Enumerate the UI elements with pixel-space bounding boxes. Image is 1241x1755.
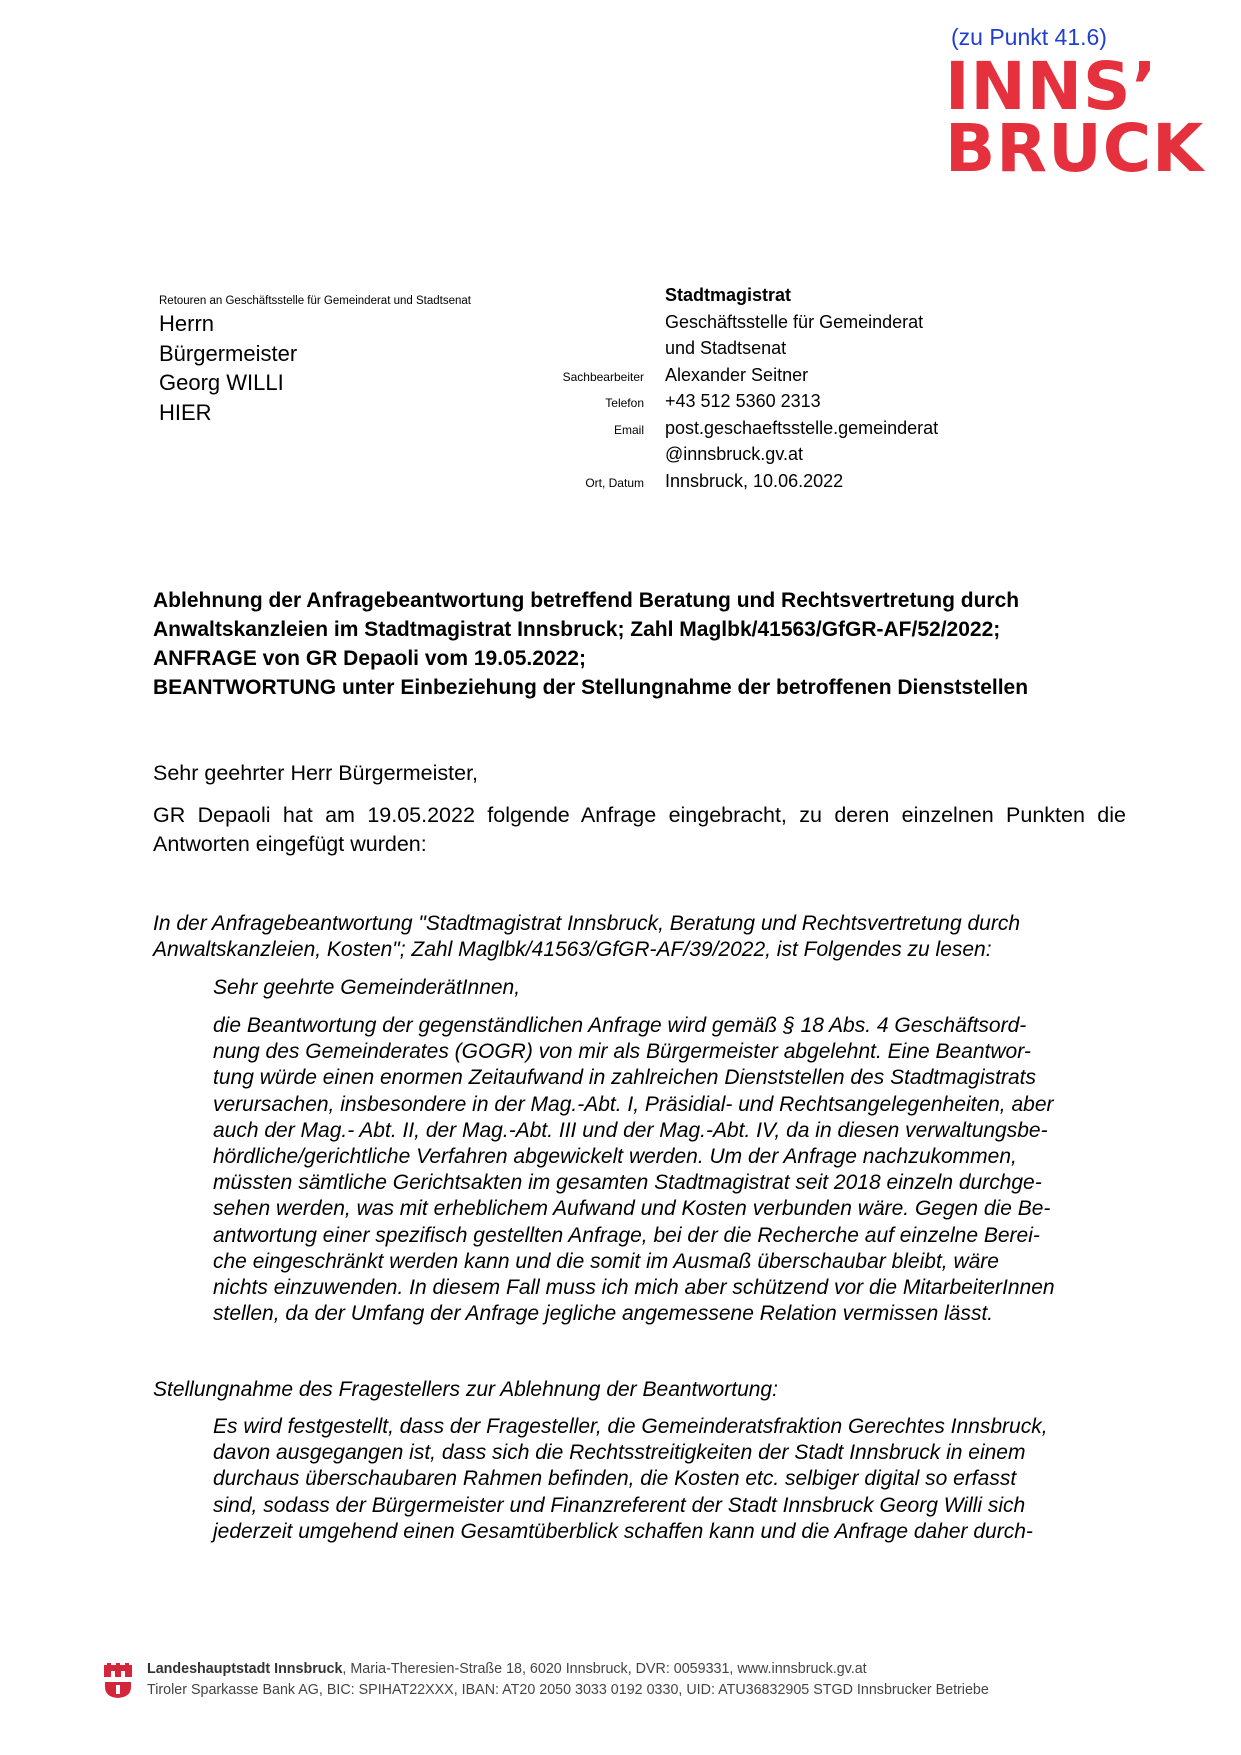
quote-line: verursachen, insbesondere in der Mag.-Abt. I, Präsidial- und Rechtsangelegenheiten, aber: [213, 1092, 1054, 1116]
quote-line: müssten sämtliche Gerichtsakten im gesamten Stadtmagistrat seit 2018 einzeln durchge-: [213, 1171, 1042, 1195]
footer-organisation: Landeshauptstadt Innsbruck: [147, 1661, 343, 1677]
recipient-line: Bürgermeister: [159, 340, 298, 366]
email-value-2[interactable]: @innsbruck.gv.at: [665, 444, 803, 464]
question-intro: [153, 911, 1133, 963]
phone-value: +43 512 5360 2313: [665, 391, 821, 411]
email-label: Email: [613, 422, 644, 437]
footer-line-1: [147, 1661, 867, 1677]
intro-paragraph: GR Depaoli hat am 19.05.2022 folgende Anfrage eingebracht, zu deren einzelnen Punkten die Antworten eingefügt wurden:: [153, 803, 1126, 856]
quoted-answer: [213, 1013, 1133, 1327]
subject-line: ANFRAGE von GR Depaoli vom 19.05.2022;: [153, 647, 586, 670]
statement-line: durchaus überschaubaren Rahmen befinden, die Kosten etc. selbiger digital so erfasst: [213, 1467, 1017, 1491]
quote-line: antwortung einer spezifisch gestellten Anfrage, bei der die Recherche auf einzelne Berei-: [213, 1223, 1040, 1247]
quote-line: die Beantwortung der gegenständlichen Anfrage wird gemäß § 18 Abs. 4 Geschäftsord-: [213, 1014, 1027, 1037]
subject-line: BEANTWORTUNG unter Einbeziehung der Stellungnahme der betroffenen Dienststellen: [153, 676, 1029, 699]
statement-text: [213, 1414, 1133, 1545]
sender-department-1: Geschäftsstelle für Gemeinderat: [665, 311, 924, 332]
quote-line: che eingeschränkt werden kann und die somit im Ausmaß überschaubar bleibt, wäre: [213, 1249, 999, 1273]
quote-line: nung des Gemeinderates (GOGR) von mir als Bürgermeister abgelehnt. Eine Beantwor-: [213, 1040, 1031, 1064]
quote-line: auch der Mag.- Abt. II, der Mag.-Abt. III und der Mag.-Abt. IV, da in diesen verwaltungsbe-: [213, 1118, 1048, 1142]
reference-note: (zu Punkt 41.6): [951, 24, 1107, 50]
question-intro-line: In der Anfragebeantwortung "Stadtmagistrat Innsbruck, Beratung und Rechtsvertretung durch: [153, 912, 1021, 935]
subject-line: Ablehnung der Anfragebeantwortung betreffend Beratung und Rechtsvertretung durch: [153, 589, 1020, 612]
phone-label: Telefon: [605, 396, 644, 410]
quote-line: hördliche/gerichtliche Verfahren abgewickelt werden. Um der Anfrage nachzukommen,: [213, 1145, 1017, 1169]
quote-line: stellen, da der Umfang der Anfrage jegliche angemessene Relation vermissen lässt.: [213, 1302, 994, 1326]
quote-salutation: Sehr geehrte GemeinderätInnen,: [213, 976, 521, 999]
subject-line: Anwaltskanzleien im Stadtmagistrat Innsbruck; Zahl Maglbk/41563/GfGR-AF/52/2022;: [153, 618, 1001, 641]
statement-line: sind, sodass der Bürgermeister und Finanzreferent der Stadt Innsbruck Georg Willi sich: [213, 1493, 1026, 1517]
email-value-1[interactable]: post.geschaeftsstelle.gemeinderat: [665, 417, 939, 438]
sender-office: Stadtmagistrat: [665, 285, 792, 305]
logo-line-1: INNS’: [945, 48, 1158, 125]
place-date-value: Innsbruck, 10.06.2022: [665, 470, 844, 491]
return-address-line: Retouren an Geschäftsstelle für Gemeinderat und Stadtsenat: [159, 295, 471, 307]
footer-address: , Maria-Theresien-Straße 18, 6020 Innsbruck, DVR: 0059331, www.innsbruck.gv.at: [342, 1661, 867, 1677]
clerk-value: Alexander Seitner: [665, 364, 809, 385]
statement-line: davon ausgegangen ist, dass sich die Rechtsstreitigkeiten der Stadt Innsbruck in einem: [213, 1441, 1026, 1465]
recipient-line: HIER: [159, 399, 212, 425]
sender-department-2: und Stadtsenat: [665, 338, 787, 358]
quote-line: tung würde einen enormen Zeitaufwand in zahlreichen Dienststellen des Stadtmagistrats: [213, 1066, 1036, 1090]
logo-line-2: BRUCK: [945, 110, 1205, 187]
innsbruck-logo: [945, 48, 1205, 187]
sender-info: [540, 285, 1060, 497]
statement-heading: Stellungnahme des Fragestellers zur Ablehnung der Beantwortung:: [153, 1378, 778, 1401]
recipient-address: [159, 309, 297, 427]
footer-line-2: Tiroler Sparkasse Bank AG, BIC: SPIHAT22XXX, IBAN: AT20 2050 3033 0192 0330, UID: ATU36832905 STGD Innsbrucker Betriebe: [147, 1682, 989, 1698]
letter-subject: [153, 586, 1133, 702]
salutation: Sehr geehrter Herr Bürgermeister,: [153, 761, 479, 785]
recipient-line: Georg WILLI: [159, 370, 284, 395]
statement-line: jederzeit umgehend einen Gesamtüberblick schaffen kann und die Anfrage daher durch-: [213, 1519, 1033, 1543]
statement-line: Es wird festgestellt, dass der Fragesteller, die Gemeinderatsfraktion Gerechtes Innsbruck,: [213, 1415, 1048, 1438]
quote-line: sehen werden, was mit erheblichem Aufwand und Kosten verbunden wäre. Gegen die Be-: [213, 1197, 1051, 1221]
question-intro-line: Anwaltskanzleien, Kosten"; Zahl Maglbk/41563/GfGR-AF/39/2022, ist Folgendes zu lesen:: [153, 938, 992, 961]
quote-line: nichts einzuwenden. In diesem Fall muss ich mich aber schützend vor die MitarbeiterInnen: [213, 1276, 1055, 1300]
city-emblem-icon: [103, 1663, 133, 1699]
clerk-label: Sachbearbeiter: [562, 369, 644, 384]
place-date-label: Ort, Datum: [585, 475, 644, 490]
recipient-line: Herrn: [159, 311, 215, 336]
